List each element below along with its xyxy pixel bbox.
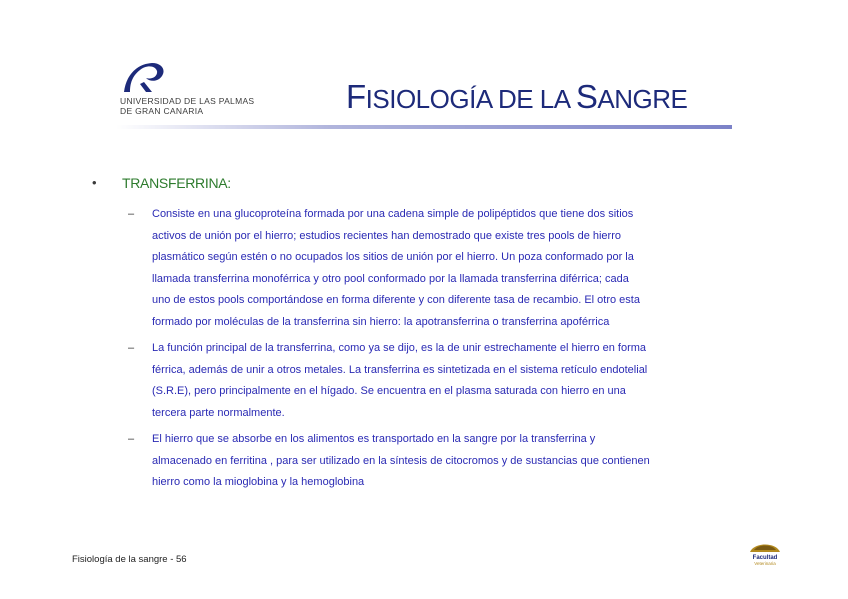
section-heading: TRANSFERRINA:: [122, 175, 231, 191]
item-text-line: formado por moléculas de la transferrina sin hierro: la apotransferrina o transferrina apoférrica: [152, 315, 610, 328]
institution-line-2: DE GRAN CANARIA: [120, 106, 204, 116]
item-list: [128, 204, 768, 499]
item-text-line: Consiste en una glucoproteína formada por una cadena simple de polipéptidos que tiene dos sitios: [152, 208, 634, 220]
item-text-line: uno de estos pools comportándose en forma diferente y con diferente tasa de recambio. El otro esta: [152, 294, 640, 306]
university-logo: [112, 60, 262, 120]
list-item: [128, 338, 768, 424]
list-item: [128, 429, 768, 494]
title-part: F: [346, 78, 366, 115]
university-emblem-icon: [118, 60, 168, 94]
institution-line-1: UNIVERSIDAD DE LAS PALMAS: [120, 96, 255, 106]
title-part: ANGRE: [597, 84, 688, 114]
item-text-line: almacenado en ferritina , para ser utilizado en la síntesis de citocromos y de sustancias que contienen: [152, 454, 650, 467]
footer-text: Fisiología de la sangre - 56: [72, 554, 187, 565]
faculty-badge-line-1: Facultad: [752, 555, 778, 561]
item-text-line: llamada transferrina monoférrica y otro pool conformado por la llamada transferrina diférrica; cada: [152, 272, 629, 285]
faculty-logo: [744, 538, 786, 568]
item-text-line: tercera parte normalmente.: [152, 406, 285, 419]
dash-bullet: –: [128, 342, 135, 354]
dash-bullet: –: [128, 208, 135, 220]
institution-name: [120, 96, 254, 116]
faculty-badge-icon: [744, 538, 786, 568]
item-text-line: hierro como la mioglobina y la hemoglobina: [152, 476, 365, 488]
bullet-icon: •: [92, 175, 97, 190]
item-text-line: férrica, además de unir a otros metales. La transferrina es sintetizada en el sistema retículo endotelial: [152, 363, 648, 376]
item-text-line: plasmático según estén o no ocupados los sitios de unión por el hierro. Un poza conformado por la: [152, 251, 634, 263]
item-text-line: (S.R.E), pero principalmente en el hígado. Se encuentra en el plasma saturada con hierro en una: [152, 385, 626, 397]
slide-title: [346, 78, 687, 116]
dash-bullet: –: [128, 433, 135, 445]
item-text-line: activos de unión por el hierro; estudios recientes han demostrado que existe tres pools de hierro: [152, 229, 621, 242]
title-part: ISIOLOGÍA DE LA: [365, 84, 576, 114]
item-text-line: El hierro que se absorbe en los alimentos es transportado en la sangre por la transferrina y: [152, 433, 596, 445]
list-item: [128, 204, 768, 333]
faculty-badge-line-2: Veterinaria: [754, 561, 776, 566]
title-divider: [116, 125, 732, 129]
item-text-line: La función principal de la transferrina, como ya se dijo, es la de unir estrechamente el hierro en forma: [152, 342, 647, 354]
title-part: S: [575, 78, 598, 115]
